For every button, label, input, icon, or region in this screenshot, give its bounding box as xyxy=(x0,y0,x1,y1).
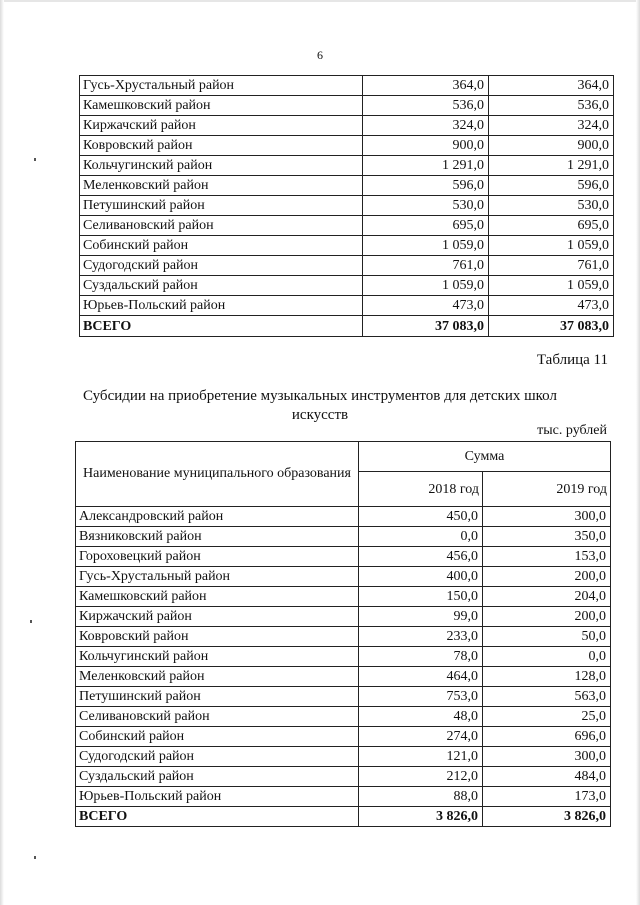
table-row xyxy=(76,727,611,747)
district-name-cell: Киржачский район xyxy=(80,116,363,136)
total-row xyxy=(80,316,614,337)
district-name-cell: Селивановский район xyxy=(80,216,363,236)
value-2018-cell: 400,0 xyxy=(359,567,483,587)
table-row xyxy=(76,647,611,667)
table-row xyxy=(76,587,611,607)
value-2018-cell: 48,0 xyxy=(359,707,483,727)
left-scan-edge xyxy=(0,0,4,905)
value-2019-cell: 0,0 xyxy=(483,647,611,667)
table-11-label: Таблица 11 xyxy=(536,352,608,368)
total-2019-cell: 37 083,0 xyxy=(489,316,614,337)
table-row xyxy=(80,256,614,276)
district-name-cell: Суздальский район xyxy=(76,767,359,787)
table-row xyxy=(76,747,611,767)
value-2019-cell: 695,0 xyxy=(489,216,614,236)
table-row xyxy=(80,76,614,96)
table-row xyxy=(76,547,611,567)
district-name-cell: Ковровский район xyxy=(76,627,359,647)
value-2019-cell: 1 059,0 xyxy=(489,236,614,256)
table-row xyxy=(76,667,611,687)
value-2018-cell: 99,0 xyxy=(359,607,483,627)
value-2019-cell: 153,0 xyxy=(483,547,611,567)
units-label: тыс. рублей xyxy=(537,423,607,438)
district-name-cell: Юрьев-Польский район xyxy=(76,787,359,807)
value-2018-cell: 473,0 xyxy=(363,296,489,316)
value-2018-cell: 324,0 xyxy=(363,116,489,136)
table-row xyxy=(76,627,611,647)
value-2019-cell: 324,0 xyxy=(489,116,614,136)
value-2019-cell: 1 291,0 xyxy=(489,156,614,176)
value-2018-cell: 456,0 xyxy=(359,547,483,567)
value-2019-cell: 200,0 xyxy=(483,567,611,587)
value-2018-cell: 695,0 xyxy=(363,216,489,236)
table-row xyxy=(80,276,614,296)
value-2018-cell: 78,0 xyxy=(359,647,483,667)
value-2019-cell: 563,0 xyxy=(483,687,611,707)
table-row xyxy=(80,296,614,316)
district-name-cell: Судогодский район xyxy=(80,256,363,276)
district-name-cell: Гороховецкий район xyxy=(76,547,359,567)
district-name-cell: Камешковский район xyxy=(80,96,363,116)
district-name-cell: Камешковский район xyxy=(76,587,359,607)
district-name-cell: Судогодский район xyxy=(76,747,359,767)
header-year-2019: 2019 год xyxy=(483,472,611,507)
value-2018-cell: 464,0 xyxy=(359,667,483,687)
table-row xyxy=(80,96,614,116)
district-name-cell: Юрьев-Польский район xyxy=(80,296,363,316)
total-row xyxy=(76,807,611,827)
table-row xyxy=(80,156,614,176)
top-scan-line xyxy=(0,0,640,2)
value-2019-cell: 536,0 xyxy=(489,96,614,116)
table-row xyxy=(76,567,611,587)
district-name-cell: Александровский район xyxy=(76,507,359,527)
table-row xyxy=(80,216,614,236)
value-2018-cell: 364,0 xyxy=(363,76,489,96)
table-row xyxy=(76,707,611,727)
value-2018-cell: 596,0 xyxy=(363,176,489,196)
value-2019-cell: 25,0 xyxy=(483,707,611,727)
table-row xyxy=(80,196,614,216)
table-row xyxy=(76,767,611,787)
district-name-cell: Меленковский район xyxy=(76,667,359,687)
header-year-2018: 2018 год xyxy=(359,472,483,507)
district-name-cell: Меленковский район xyxy=(80,176,363,196)
right-scan-edge xyxy=(636,0,640,905)
value-2018-cell: 753,0 xyxy=(359,687,483,707)
value-2019-cell: 300,0 xyxy=(483,747,611,767)
table-row xyxy=(80,176,614,196)
value-2018-cell: 88,0 xyxy=(359,787,483,807)
total-2019-cell: 3 826,0 xyxy=(483,807,611,827)
value-2018-cell: 121,0 xyxy=(359,747,483,767)
value-2019-cell: 173,0 xyxy=(483,787,611,807)
value-2019-cell: 530,0 xyxy=(489,196,614,216)
value-2018-cell: 761,0 xyxy=(363,256,489,276)
table-row xyxy=(80,236,614,256)
value-2018-cell: 450,0 xyxy=(359,507,483,527)
value-2019-cell: 50,0 xyxy=(483,627,611,647)
value-2019-cell: 128,0 xyxy=(483,667,611,687)
table-row xyxy=(80,136,614,156)
table-row xyxy=(76,787,611,807)
total-2018-cell: 37 083,0 xyxy=(363,316,489,337)
value-2019-cell: 761,0 xyxy=(489,256,614,276)
scan-speck xyxy=(30,620,32,623)
table-row xyxy=(80,116,614,136)
scan-speck xyxy=(34,856,36,859)
district-name-cell: Суздальский район xyxy=(80,276,363,296)
value-2018-cell: 212,0 xyxy=(359,767,483,787)
value-2019-cell: 300,0 xyxy=(483,507,611,527)
value-2018-cell: 1 059,0 xyxy=(363,236,489,256)
table-row xyxy=(76,527,611,547)
district-name-cell: Вязниковский район xyxy=(76,527,359,547)
value-2018-cell: 274,0 xyxy=(359,727,483,747)
total-label-cell: ВСЕГО xyxy=(80,316,363,337)
value-2019-cell: 596,0 xyxy=(489,176,614,196)
value-2019-cell: 484,0 xyxy=(483,767,611,787)
table-11 xyxy=(75,441,611,827)
table-row xyxy=(76,507,611,527)
table-10-continued xyxy=(79,75,614,337)
value-2019-cell: 1 059,0 xyxy=(489,276,614,296)
table-11-title: Субсидии на приобретение музыкальных инструментов для детских школ искусств xyxy=(83,388,557,423)
district-name-cell: Собинский район xyxy=(76,727,359,747)
value-2018-cell: 233,0 xyxy=(359,627,483,647)
table-row xyxy=(76,687,611,707)
value-2018-cell: 536,0 xyxy=(363,96,489,116)
total-2018-cell: 3 826,0 xyxy=(359,807,483,827)
district-name-cell: Кольчугинский район xyxy=(76,647,359,667)
district-name-cell: Кольчугинский район xyxy=(80,156,363,176)
district-name-cell: Ковровский район xyxy=(80,136,363,156)
district-name-cell: Киржачский район xyxy=(76,607,359,627)
district-name-cell: Петушинский район xyxy=(76,687,359,707)
total-label-cell: ВСЕГО xyxy=(76,807,359,827)
value-2019-cell: 473,0 xyxy=(489,296,614,316)
district-name-cell: Гусь-Хрустальный район xyxy=(76,567,359,587)
header-name-column: Наименование муниципального образования xyxy=(76,442,359,507)
page-number: 6 xyxy=(317,48,323,62)
value-2018-cell: 1 291,0 xyxy=(363,156,489,176)
value-2019-cell: 200,0 xyxy=(483,607,611,627)
value-2018-cell: 0,0 xyxy=(359,527,483,547)
district-name-cell: Селивановский район xyxy=(76,707,359,727)
district-name-cell: Петушинский район xyxy=(80,196,363,216)
scan-speck xyxy=(34,158,36,161)
district-name-cell: Гусь-Хрустальный район xyxy=(80,76,363,96)
value-2018-cell: 150,0 xyxy=(359,587,483,607)
value-2019-cell: 696,0 xyxy=(483,727,611,747)
value-2018-cell: 1 059,0 xyxy=(363,276,489,296)
value-2019-cell: 900,0 xyxy=(489,136,614,156)
value-2019-cell: 364,0 xyxy=(489,76,614,96)
district-name-cell: Собинский район xyxy=(80,236,363,256)
value-2019-cell: 204,0 xyxy=(483,587,611,607)
value-2018-cell: 530,0 xyxy=(363,196,489,216)
value-2019-cell: 350,0 xyxy=(483,527,611,547)
value-2018-cell: 900,0 xyxy=(363,136,489,156)
table-row xyxy=(76,607,611,627)
header-sum-column: Сумма xyxy=(359,442,611,472)
